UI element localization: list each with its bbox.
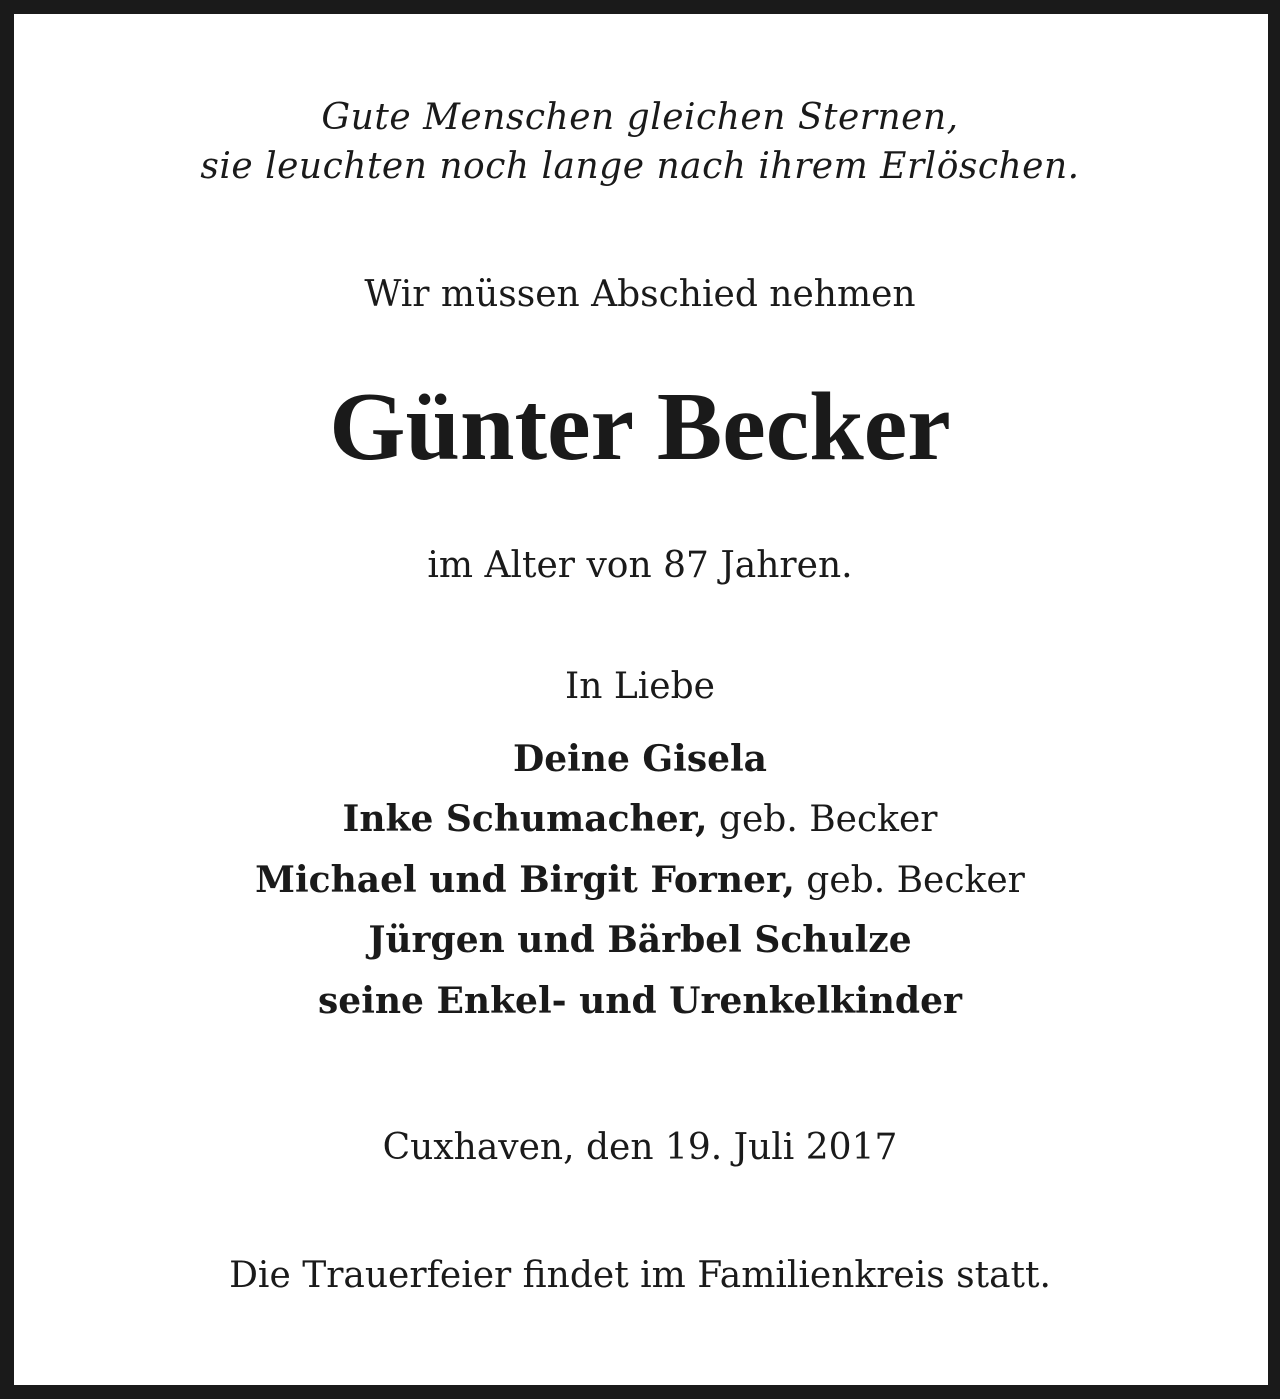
- funeral-note-text: Die Trauerfeier findet im Familienkreis statt.: [229, 1255, 1051, 1296]
- mourner-name: seine Enkel- und Urenkelkinder: [318, 980, 962, 1022]
- mourner-name: Inke Schumacher,: [342, 798, 708, 840]
- mourner-line: [0, 919, 1280, 961]
- motto-line-1: Gute Menschen gleichen Sternen,: [321, 97, 959, 138]
- mourner-name: Michael und Birgit Forner,: [255, 859, 795, 901]
- mourner-suffix: geb. Becker: [794, 860, 1025, 901]
- closing-text: In Liebe: [565, 666, 715, 707]
- mourner-suffix: geb. Becker: [707, 799, 938, 840]
- mourner-line: [0, 798, 1280, 840]
- mourner-name: Deine Gisela: [512, 738, 767, 780]
- intro-text: Wir müssen Abschied nehmen: [364, 274, 916, 315]
- mourner-name: Jürgen und Bärbel Schulze: [368, 919, 912, 961]
- age-text: im Alter von 87 Jahren.: [427, 545, 853, 586]
- deceased-name: Günter Becker: [329, 373, 951, 481]
- place-date-text: Cuxhaven, den 19. Juli 2017: [382, 1127, 898, 1168]
- mourner-line: [0, 980, 1280, 1022]
- mourner-line: [0, 738, 1280, 780]
- mourner-line: [0, 859, 1280, 901]
- motto-line-2: sie leuchten noch lange nach ihrem Erlöschen.: [200, 146, 1080, 187]
